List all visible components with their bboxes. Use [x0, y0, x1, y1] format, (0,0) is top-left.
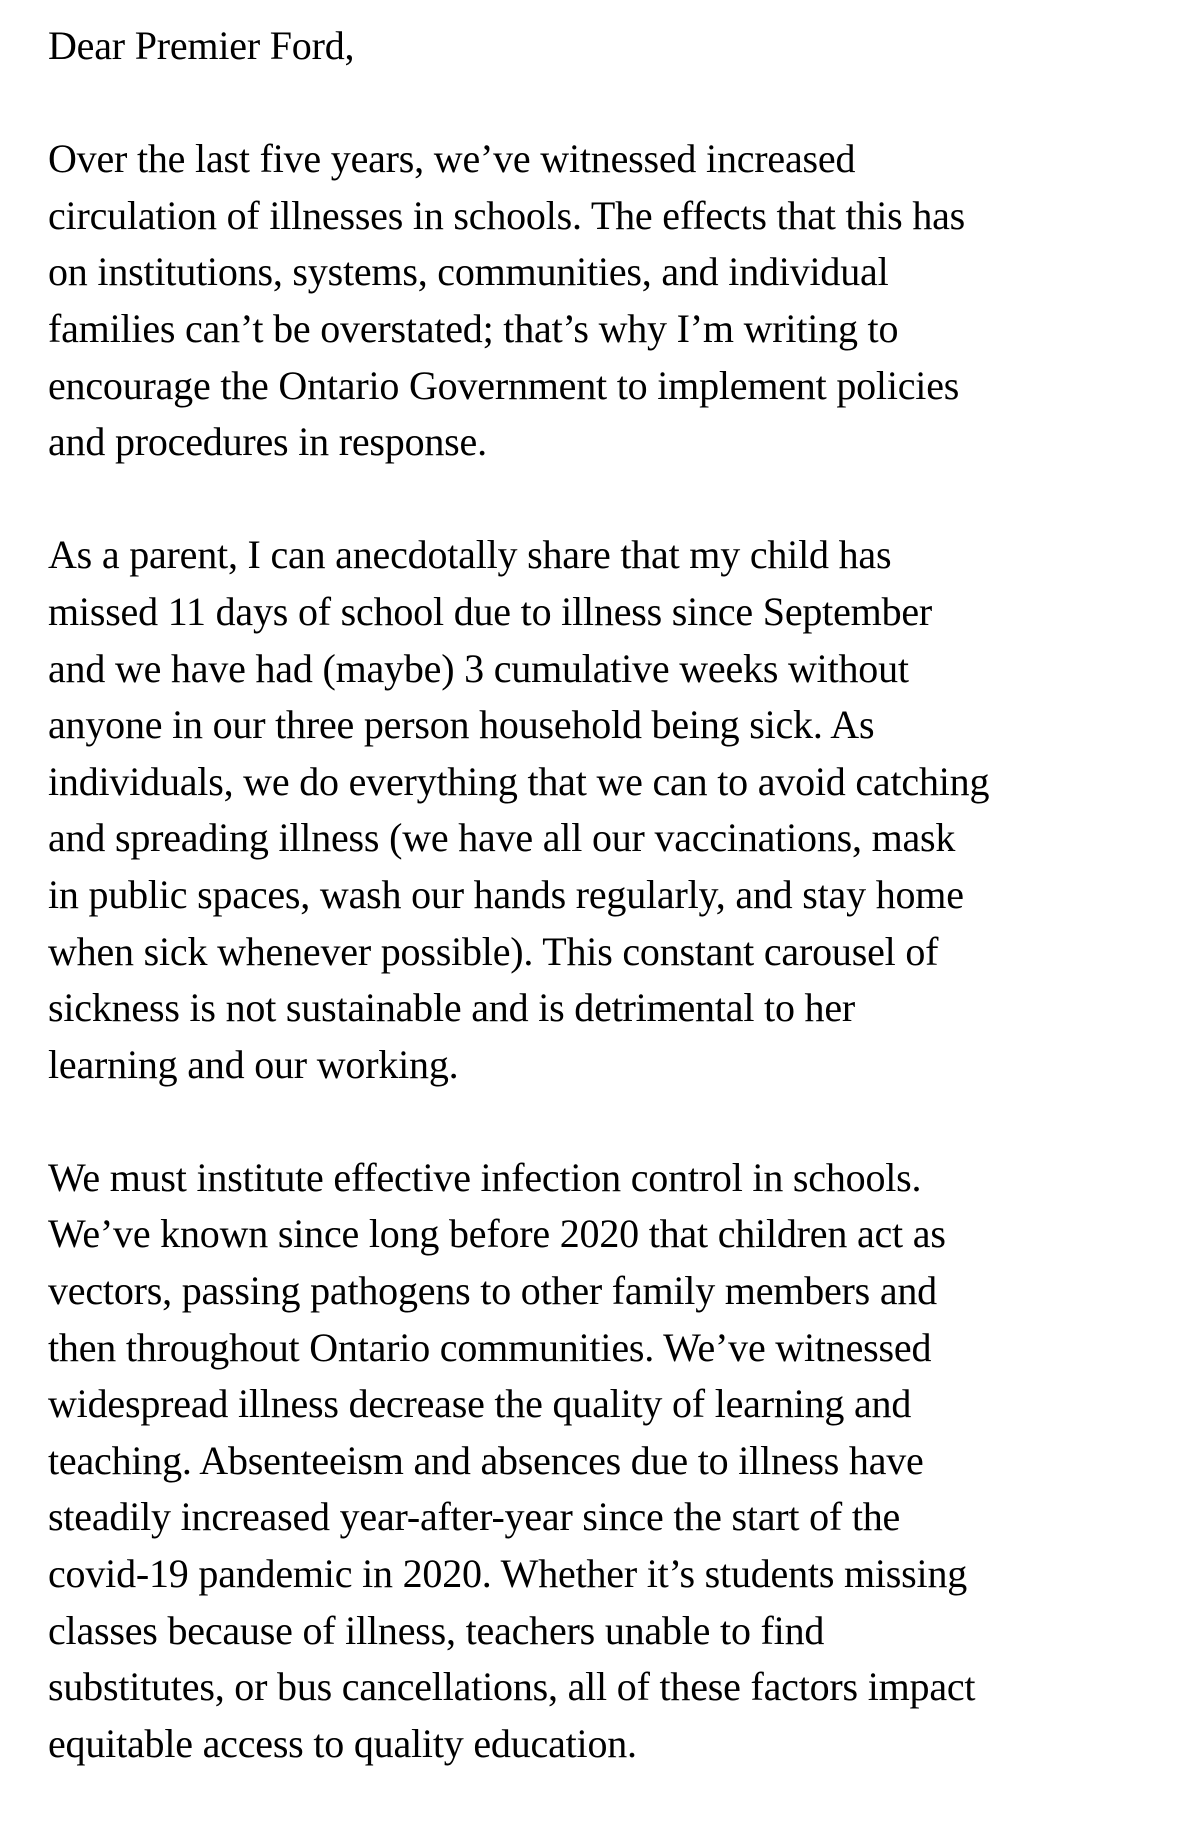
text-line: classes because of illness, teachers unable to find [48, 1607, 825, 1653]
salutation [48, 18, 1179, 75]
text-line: Over the last five years, we’ve witnessed increased [48, 136, 856, 182]
text-line: then throughout Ontario communities. We’ve witnessed [48, 1324, 932, 1370]
text-line: We’ve known since long before 2020 that children act as [48, 1211, 946, 1257]
text-line: when sick whenever possible). This constant carousel of [48, 928, 939, 974]
text-line: vectors, passing pathogens to other family members and [48, 1268, 937, 1314]
text-line: widespread illness decrease the quality of learning and [48, 1381, 912, 1427]
text-line: covid-19 pandemic in 2020. Whether it’s students missing [48, 1551, 968, 1597]
text-line: anyone in our three person household being sick. As [48, 702, 875, 748]
text-line: We must institute effective infection control in schools. [48, 1154, 922, 1200]
text-line: steadily increased year-after-year since the start of the [48, 1494, 901, 1540]
text-line: individuals, we do everything that we can to avoid catching [48, 758, 990, 804]
paragraph-2 [48, 527, 1179, 1093]
text-line: and we have had (maybe) 3 cumulative weeks without [48, 645, 909, 691]
text-line: and spreading illness (we have all our vaccinations, mask [48, 815, 956, 861]
salutation-text: Dear Premier Ford, [48, 23, 355, 68]
text-line: families can’t be overstated; that’s why I’m writing to [48, 305, 899, 351]
paragraph-1 [48, 131, 1179, 471]
text-line: As a parent, I can anecdotally share that my child has [48, 532, 892, 578]
text-line: sickness is not sustainable and is detrimental to her [48, 985, 856, 1031]
text-line: in public spaces, wash our hands regularly, and stay home [48, 871, 964, 917]
text-line: circulation of illnesses in schools. The effects that this has [48, 192, 966, 238]
text-line: learning and our working. [48, 1041, 459, 1087]
text-line: encourage the Ontario Government to implement policies [48, 362, 960, 408]
text-line: equitable access to quality education. [48, 1720, 637, 1766]
text-line: substitutes, or bus cancellations, all of these factors impact [48, 1664, 976, 1710]
text-line: on institutions, systems, communities, and individual [48, 249, 889, 295]
text-line: missed 11 days of school due to illness since September [48, 588, 933, 634]
text-line: teaching. Absenteeism and absences due to illness have [48, 1437, 924, 1483]
paragraph-3 [48, 1150, 1179, 1773]
text-line: and procedures in response. [48, 419, 487, 465]
